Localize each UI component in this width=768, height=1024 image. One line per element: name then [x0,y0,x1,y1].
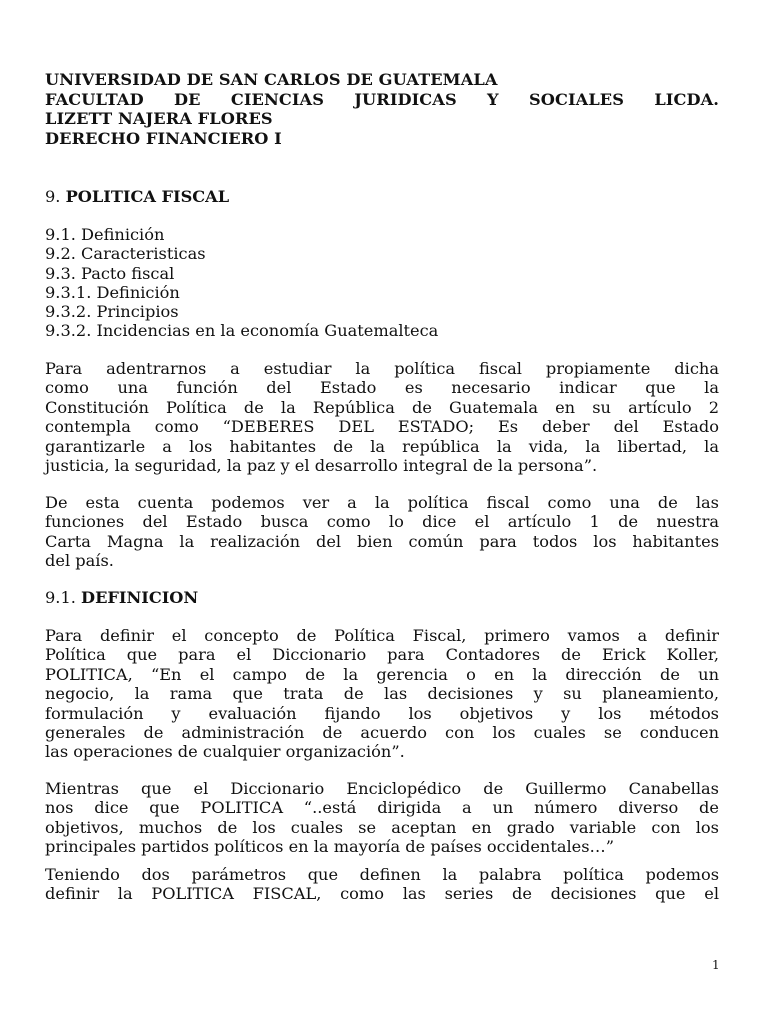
university-name: UNIVERSIDAD DE SAN CARLOS DE GUATEMALA [45,70,498,89]
toc-item: 9.3.2. Principios [45,302,179,322]
text-line: las operaciones de cualquier organización”. [45,742,405,762]
text-line: como una función del Estado es necesario indicar que la [45,378,719,398]
paragraph-canabellas [45,779,719,857]
section-title: POLITICA FISCAL [65,187,230,206]
text-line: Para definir el concepto de Política Fiscal, primero vamos a definir [45,626,719,645]
professor-name: LIZETT NAJERA FLORES [45,109,273,128]
text-line: negocio, la rama que trata de las decisiones y su planeamiento, [45,684,719,704]
text-line: Teniendo dos parámetros que definen la palabra política podemos [45,865,719,884]
faculty-name: FACULTAD DE CIENCIAS JURIDICAS Y SOCIALES LICDA. [45,89,719,109]
subsection-title: DEFINICION [81,588,199,607]
subsection-number: 9.1. [45,588,82,607]
text-line: objetivos, muchos de los cuales se aceptan en grado variable con los [45,817,719,837]
text-line: De esta cuenta podemos ver a la política fiscal como una de las [45,493,719,512]
page-number: 1 [712,958,720,972]
paragraph-definition-politica [45,626,719,762]
text-line: definir la POLITICA FISCAL, como las series de decisiones que el [45,884,719,904]
text-line: contempla como “DEBERES DEL ESTADO; Es deber del Estado [45,417,719,437]
subsection-heading [45,588,719,607]
text-line: generales de administración de acuerdo con los cuales se conducen [45,723,719,743]
paragraph-fiscal-definition [45,865,719,904]
toc-item: 9.3. Pacto fiscal [45,263,175,283]
toc-item: 9.2. Caracteristicas [45,244,206,264]
text-line: formulación y evaluación fijando los objetivos y los métodos [45,703,719,723]
document-header [45,70,719,148]
text-line: Constitución Política de la República de Guatemala en su artículo 2 [45,397,719,417]
paragraph-constitution [45,359,719,475]
section-number: 9. [45,187,66,206]
text-line: Carta Magna la realización del bien común para todos los habitantes [45,531,719,551]
table-of-contents [45,225,719,341]
text-line: garantizarle a los habitantes de la república la vida, la libertad, la [45,436,719,456]
text-line: principales partidos políticos en la mayoría de países occidentales…” [45,837,615,857]
text-line: nos dice que POLITICA “..está dirigida a un número diverso de [45,798,719,818]
section-heading [45,187,719,206]
text-line: Política que para el Diccionario para Contadores de Erick Koller, [45,645,719,665]
text-line: POLITICA, “En el campo de la gerencia o en la dirección de un [45,664,719,684]
paragraph-fiscal-policy-function [45,493,719,571]
toc-item: 9.3.1. Definición [45,282,180,302]
text-line: Para adentrarnos a estudiar la política fiscal propiamente dicha [45,359,719,378]
text-line: Mientras que el Diccionario Enciclopédico de Guillermo Canabellas [45,779,719,798]
toc-item: 9.1. Definición [45,225,165,244]
text-line: funciones del Estado busca como lo dice el artículo 1 de nuestra [45,512,719,532]
course-name: DERECHO FINANCIERO I [45,128,282,148]
text-line: justicia, la seguridad, la paz y el desarrollo integral de la persona”. [45,456,598,476]
toc-item: 9.3.2. Incidencias en la economía Guatemalteca [45,321,439,341]
text-line: del país. [45,551,114,571]
